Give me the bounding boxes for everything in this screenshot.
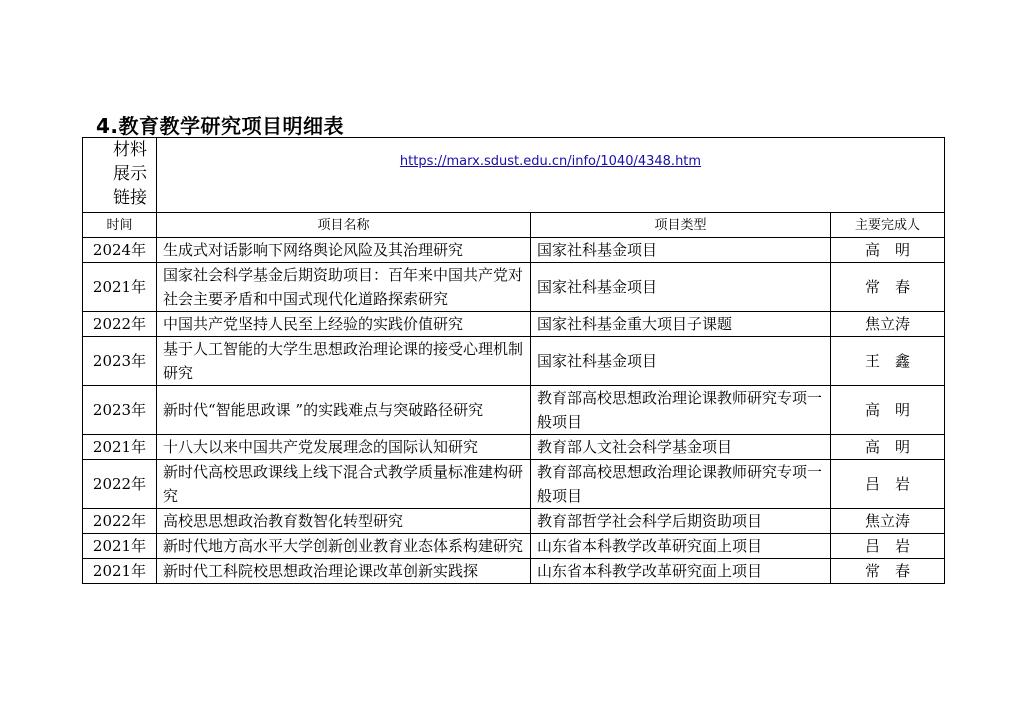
- row-name: 生成式对话影响下网络舆论风险及其治理研究: [157, 238, 531, 263]
- row-person: 高 明: [831, 386, 945, 435]
- row-type: 教育部人文社会科学基金项目: [531, 435, 831, 460]
- table-row: [83, 559, 945, 584]
- row-name: 高校思思想政治教育数智化转型研究: [157, 509, 531, 534]
- row-type: 山东省本科教学改革研究面上项目: [531, 559, 831, 584]
- table-row: [83, 312, 945, 337]
- row-year: 2023年: [83, 386, 157, 435]
- row-name: 国家社会科学基金后期资助项目：百年来中国共产党对社会主要矛盾和中国式现代化道路探索研究: [157, 263, 531, 312]
- row-year: 2022年: [83, 509, 157, 534]
- row-name: 新时代“智能思政课 ”的实践难点与突破路径研究: [157, 386, 531, 435]
- row-type: 教育部高校思想政治理论课教师研究专项一般项目: [531, 460, 831, 509]
- row-name: 新时代地方高水平大学创新创业教育业态体系构建研究: [157, 534, 531, 559]
- row-person: 吕 岩: [831, 460, 945, 509]
- row-person: 焦立涛: [831, 509, 945, 534]
- row-type: 国家社科基金项目: [531, 263, 831, 312]
- row-year: 2021年: [83, 263, 157, 312]
- row-name: 新时代工科院校思想政治理论课改革创新实践探: [157, 559, 531, 584]
- row-person: 王 鑫: [831, 337, 945, 386]
- row-type: 教育部哲学社会科学后期资助项目: [531, 509, 831, 534]
- row-person: 常 春: [831, 263, 945, 312]
- header-person: 主要完成人: [831, 213, 945, 238]
- header-name: 项目名称: [157, 213, 531, 238]
- page-title: 4.教育教学研究项目明细表: [96, 114, 345, 138]
- link-label: 材料展示链接: [83, 138, 157, 213]
- table-row: [83, 337, 945, 386]
- row-year: 2021年: [83, 435, 157, 460]
- row-year: 2024年: [83, 238, 157, 263]
- material-link[interactable]: https://marx.sdust.edu.cn/info/1040/4348.htm: [399, 154, 702, 169]
- table-row: [83, 435, 945, 460]
- row-person: 高 明: [831, 238, 945, 263]
- row-type: 国家社科基金项目: [531, 238, 831, 263]
- row-year: 2023年: [83, 337, 157, 386]
- row-year: 2022年: [83, 460, 157, 509]
- table-row: [83, 386, 945, 435]
- row-name: 十八大以来中国共产党发展理念的国际认知研究: [157, 435, 531, 460]
- header-type: 项目类型: [531, 213, 831, 238]
- row-person: 高 明: [831, 435, 945, 460]
- table-row: [83, 460, 945, 509]
- table-row: [83, 534, 945, 559]
- row-type: 国家社科基金项目: [531, 337, 831, 386]
- row-person: 焦立涛: [831, 312, 945, 337]
- project-table: [82, 137, 945, 584]
- link-row: [83, 138, 945, 213]
- row-name: 中国共产党坚持人民至上经验的实践价值研究: [157, 312, 531, 337]
- row-person: 吕 岩: [831, 534, 945, 559]
- row-year: 2021年: [83, 559, 157, 584]
- row-person: 常 春: [831, 559, 945, 584]
- row-name: 新时代高校思政课线上线下混合式教学质量标准建构研究: [157, 460, 531, 509]
- header-year: 时间: [83, 213, 157, 238]
- row-type: 山东省本科教学改革研究面上项目: [531, 534, 831, 559]
- table-header: [83, 213, 945, 238]
- table-row: [83, 263, 945, 312]
- row-type: 国家社科基金重大项目子课题: [531, 312, 831, 337]
- row-year: 2022年: [83, 312, 157, 337]
- row-name: 基于人工智能的大学生思想政治理论课的接受心理机制研究: [157, 337, 531, 386]
- table-row: [83, 509, 945, 534]
- row-year: 2021年: [83, 534, 157, 559]
- table-row: [83, 238, 945, 263]
- row-type: 教育部高校思想政治理论课教师研究专项一般项目: [531, 386, 831, 435]
- link-cell: [157, 138, 945, 213]
